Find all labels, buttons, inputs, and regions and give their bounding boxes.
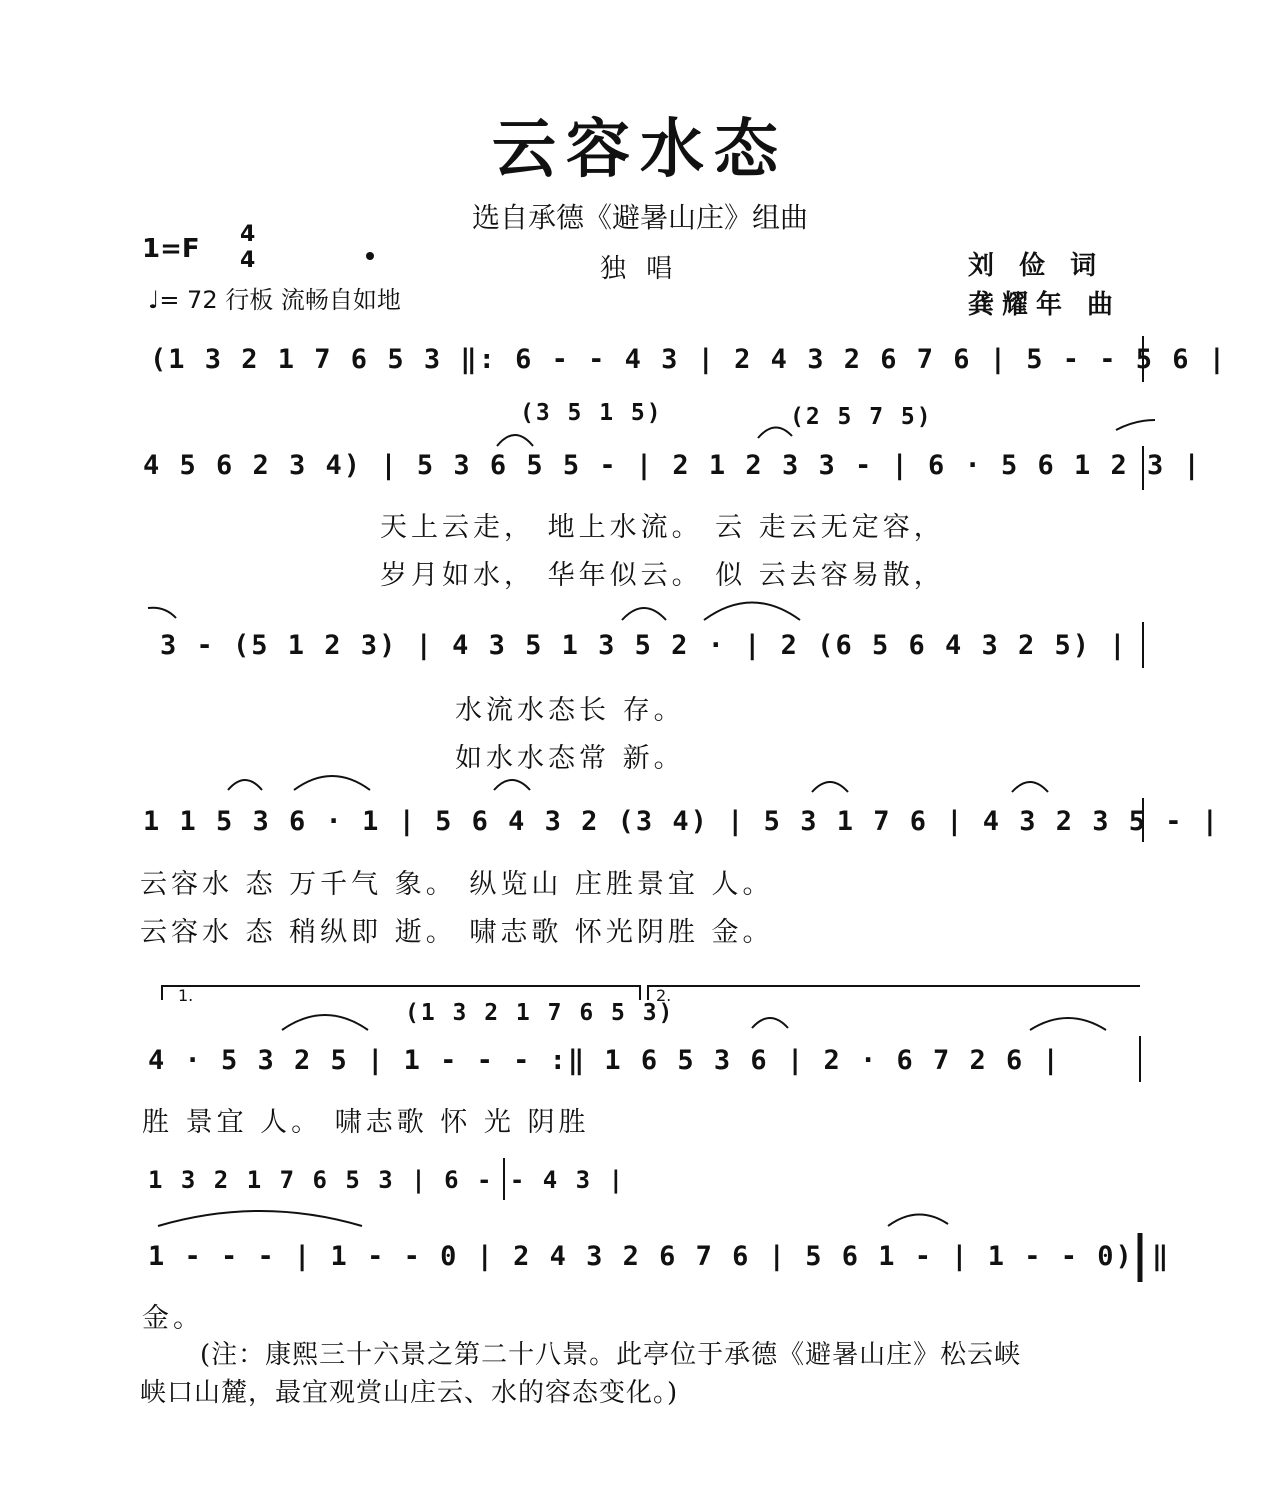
slur [622,608,666,620]
footnote-line-2: 峡口山麓，最宜观赏山庄云、水的容态变化。) [140,1378,679,1408]
subtitle: 选自承德《避暑山庄》组曲 [471,201,808,234]
system-6-notes: 1 - - - | 1 - - 0 | 2 4 3 2 6 7 6 | 5 6 1 - | 1 - - 0) ‖ [148,1241,1171,1272]
volta-2-label: 2. [656,986,672,1005]
system-5-notes: 4 · 5 3 2 5 | 1 - - - :‖ 1 6 5 3 6 | 2 · 6 7 2 6 | [148,1045,1061,1076]
slur [1030,1018,1106,1030]
slur [752,1018,788,1028]
page-title: 云容水态 [492,112,788,187]
composer-credit: 龚耀年 曲 [968,290,1122,320]
system-1-notes: (1 3 2 1 7 6 5 3 ‖: 6 - - 4 3 | 2 4 3 2 6 7 6 | 5 - - 5 6 | [150,344,1228,375]
time-signature-top: 4 [240,222,256,247]
system-6-lyrics: 金。 [142,1303,204,1334]
system-2-above-1: (3 5 1 5) [520,400,663,426]
volta-1-bracket [162,986,640,1000]
system-3-lyrics-verse-2: 如水水态常 新。 [455,743,685,774]
system-5-above: (1 3 2 1 7 6 5 3) [405,1000,675,1026]
slur [228,780,262,790]
system-2-above-2: (2 5 7 5) [790,404,933,430]
slur [148,608,176,618]
system-4-lyrics-verse-1: 云容水 态 万千气 象。 纵览山 庄胜景宜 人。 [140,869,774,900]
key-signature: 1=F [142,234,200,264]
system-4-lyrics-verse-2: 云容水 态 稍纵即 逝。 啸志歌 怀光阴胜 金。 [140,917,774,948]
dot [366,252,374,260]
time-signature-bottom: 4 [240,248,256,273]
lyricist-credit: 刘 俭 词 [968,251,1105,281]
slur [282,1015,368,1030]
system-5-lyrics: 胜 景宜 人。 啸志歌 怀 光 阴胜 [142,1107,590,1138]
system-6-upper-notes: 1 3 2 1 7 6 5 3 | 6 - - 4 3 | [148,1166,626,1194]
system-3-lyrics-verse-1: 水流水态长 存。 [455,695,685,726]
slur [494,780,530,790]
footnote-line-1: (注：康熙三十六景之第二十八景。此亭位于承德《避暑山庄》松云峡 [200,1340,1022,1370]
slur [294,776,370,790]
performance-type: 独 唱 [600,254,679,284]
slur [812,782,848,792]
slur [158,1211,362,1226]
slur [1116,420,1155,430]
slur [1012,782,1048,792]
system-3-notes: 3 - (5 1 2 3) | 4 3 5 1 3 5 2 · | 2 (6 5 6 4 3 2 5) | [160,630,1128,661]
system-2-notes: 4 5 6 2 3 4) | 5 3 6 5 5 - | 2 1 2 3 3 - | 6 · 5 6 1 2 3 | [143,450,1202,481]
slur [704,603,800,621]
system-2-lyrics-verse-2: 岁月如水， 华年似云。 似 云去容易散， [380,560,945,591]
volta-2-bracket [648,986,1140,1000]
tempo-marking: ♩= 72 行板 流畅自如地 [148,286,401,314]
volta-1-label: 1. [178,986,194,1005]
system-2-lyrics-verse-1: 天上云走， 地上水流。 云 走云无定容， [380,512,945,543]
slur [758,427,792,438]
slur [497,435,533,446]
slur [888,1214,948,1226]
system-4-notes: 1 1 5 3 6 · 1 | 5 6 4 3 2 (3 4) | 5 3 1 7 6 | 4 3 2 3 5 - | [143,806,1221,837]
